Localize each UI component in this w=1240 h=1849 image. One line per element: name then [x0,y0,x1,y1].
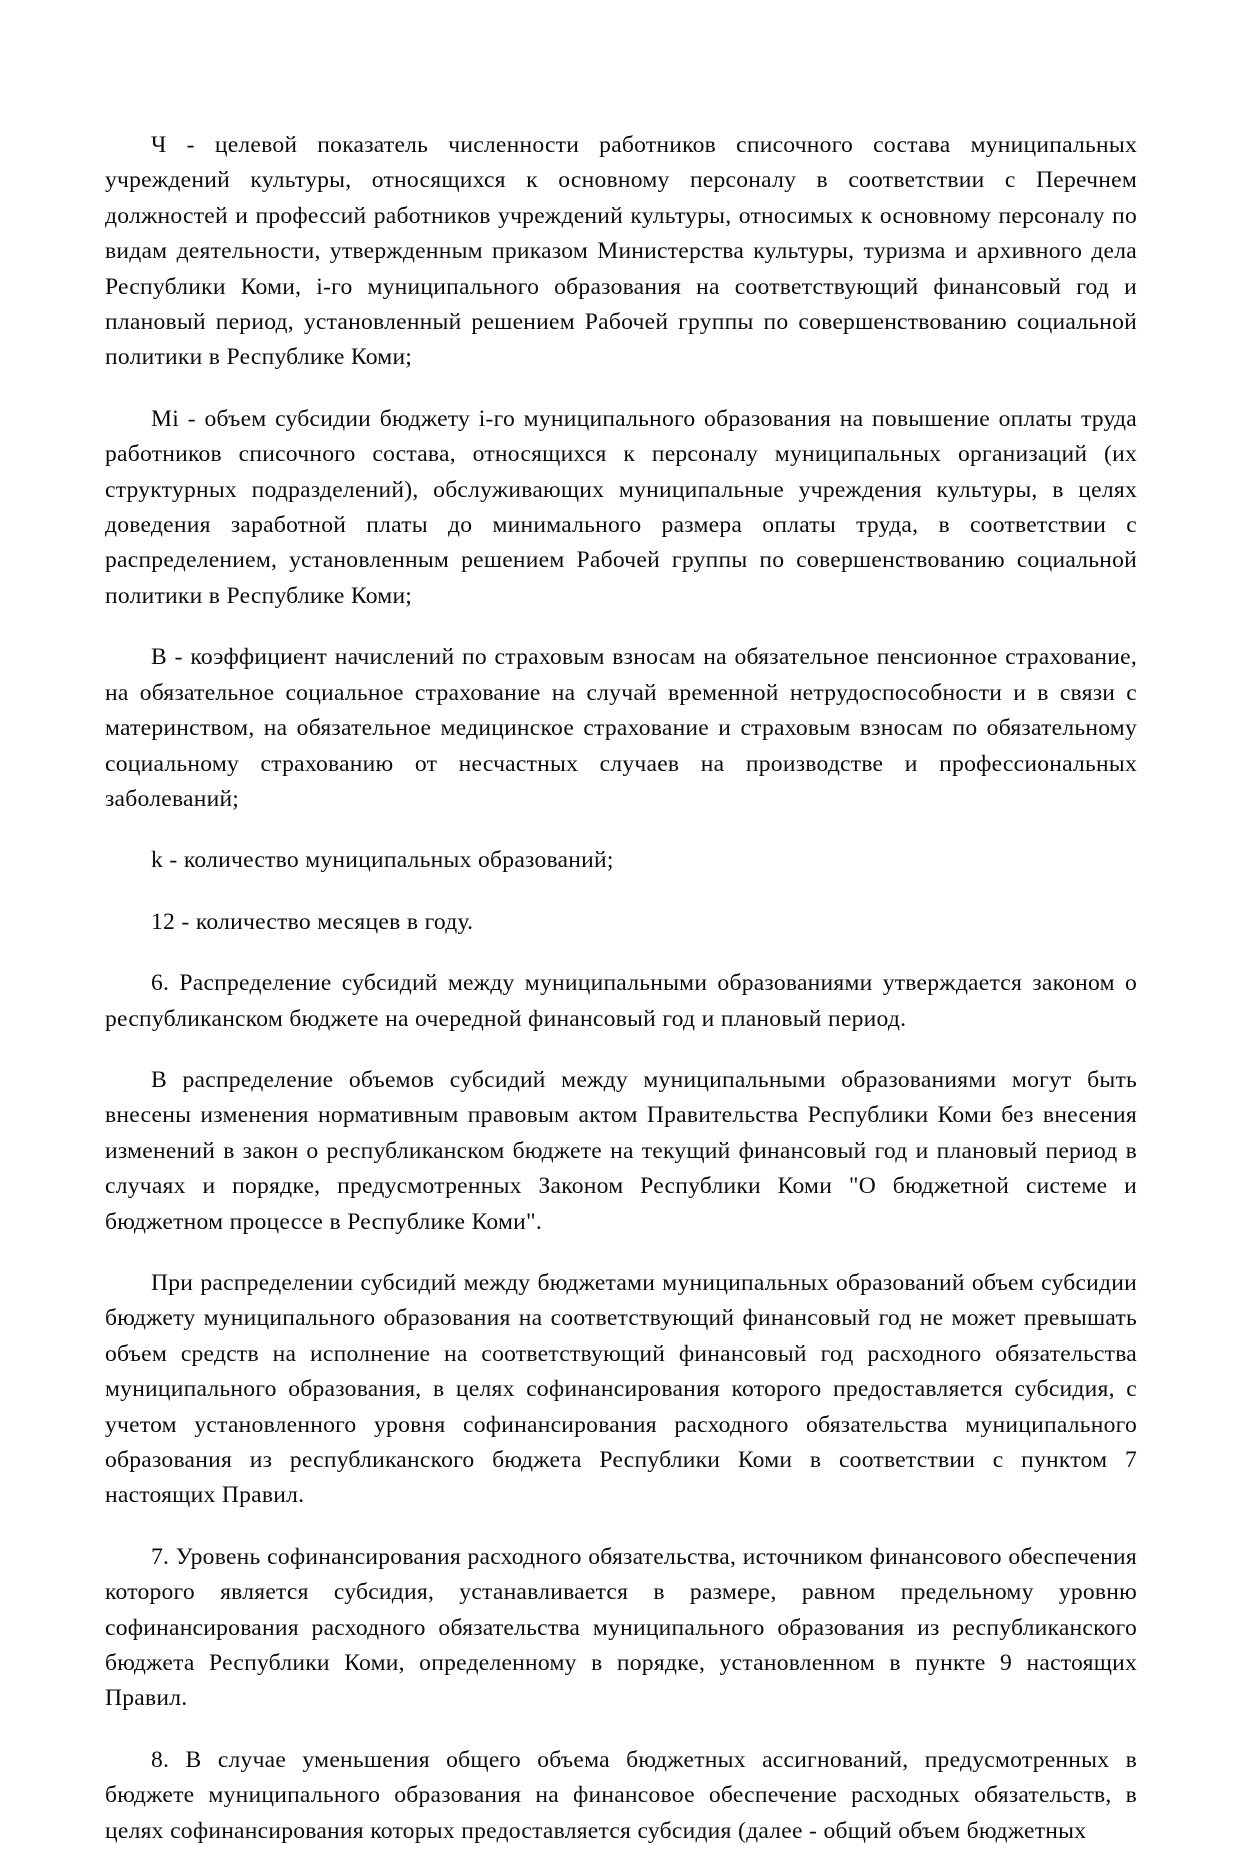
paragraph-mi-definition: Mi - объем субсидии бюджету i-го муниципального образования на повышение оплаты труда работников списочного состава, относящихся к персоналу муниципальных организаций (их структурных подразделений), обслуживающих муниципальные учреждения культуры, в целях доведения заработной платы до минимального размера оплаты труда, в соответствии с распределением, установленным решением Рабочей группы по совершенствованию социальной политики в Республике Коми; [105,405,1137,609]
paragraph-k-definition: k - количество муниципальных образований; [151,847,614,874]
paragraph-item-6-continued: В распределение объемов субсидий между муниципальными образованиями могут быть внесены изменения нормативным правовым актом Правительства Республики Коми без внесения изменений в закон о республиканском бюджете на текущий финансовый год и плановый период в случаях и порядке, предусмотренных Законом Республики Коми "О бюджетной системе и бюджетном процессе в Республике Коми". [105,1066,1137,1235]
paragraph-item-8: 8. В случае уменьшения общего объема бюджетных ассигнований, предусмотренных в бюджете муниципального образования на финансовое обеспечение расходных обязательств, в целях софинансирования которых предоставляется субсидия (далее - общий объем бюджетных [105,1746,1137,1844]
paragraph-ch-definition: Ч - целевой показатель численности работников списочного состава муниципальных учреждений культуры, относящихся к основному персоналу в соответствии с Перечнем должностей и профессий работников учреждений культуры, относимых к основному персоналу по видам деятельности, утвержденным приказом Министерства культуры, туризма и архивного дела Республики Коми, i-го муниципального образования на соответствующий финансовый год и плановый период, установленный решением Рабочей группы по совершенствованию социальной политики в Республике Коми; [105,132,1137,371]
document-text-body [105,128,1137,1849]
paragraph-item-6: 6. Распределение субсидий между муниципальными образованиями утверждается законом о республиканском бюджете на очередной финансовый год и плановый период. [105,970,1137,1032]
paragraph-item-7: 7. Уровень софинансирования расходного обязательства, источником финансового обеспечения которого является субсидия, устанавливается в размере, равном предельному уровню софинансирования расходного обязательства муниципального образования из республиканского бюджета Республики Коми, определенному в порядке, установленном в пункте 9 настоящих Правил. [105,1543,1137,1712]
paragraph-12-definition: 12 - количество месяцев в году. [151,908,474,935]
paragraph-v-definition: В - коэффициент начислений по страховым взносам на обязательное пенсионное страхование, на обязательное социальное страхование на случай временной нетрудоспособности и в связи с материнством, на обязательное медицинское страхование и страховым взносам по обязательному социальному страхованию от несчастных случаев на производстве и профессиональных заболеваний; [105,644,1137,812]
paragraph-item-6-distribution: При распределении субсидий между бюджетами муниципальных образований объем субсидии бюджету муниципального образования на соответствующий финансовый год не может превышать объем средств на исполнение на соответствующий финансовый год расходного обязательства муниципального образования, в целях софинансирования которого предоставляется субсидия, с учетом установленного уровня софинансирования расходного обязательства муниципального образования из республиканского бюджета Республики Коми в соответствии с пунктом 7 настоящих Правил. [105,1269,1137,1509]
